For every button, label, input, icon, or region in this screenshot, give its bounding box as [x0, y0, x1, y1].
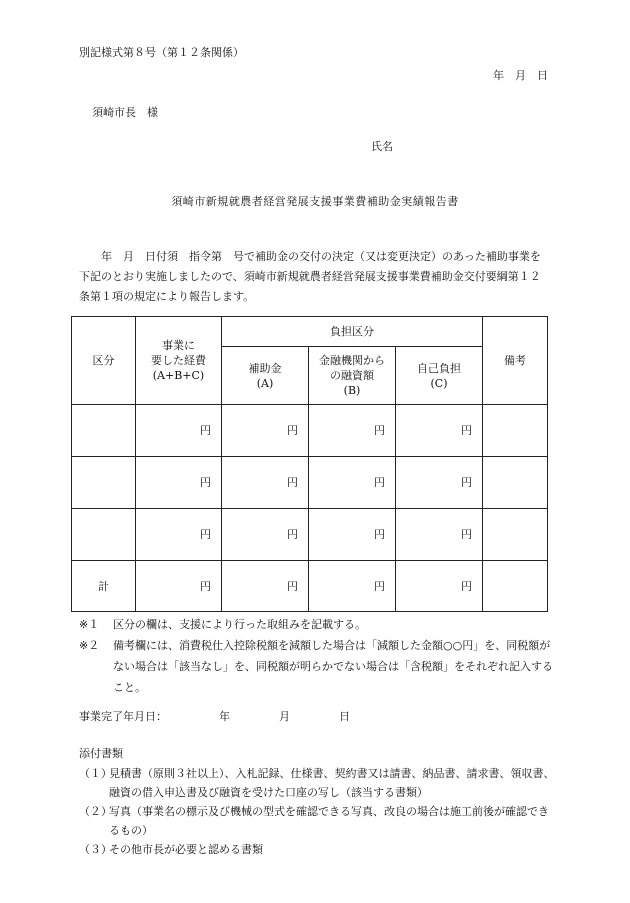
attachment-num: （２） [79, 805, 112, 818]
cost-yen: 円 [136, 457, 222, 509]
note-item [79, 614, 559, 635]
kubun-cell [72, 405, 136, 457]
self-yen: 円 [396, 509, 483, 561]
kubun-cell [72, 457, 136, 509]
remarks-cell [483, 457, 548, 509]
loan-yen: 円 [309, 457, 396, 509]
header-loan [309, 347, 396, 405]
header-cost-line2: 要した経費 [151, 354, 206, 367]
subsidy-yen: 円 [222, 509, 309, 561]
header-subsidy-line1: 補助金 [248, 361, 282, 375]
header-cost-line1: 事業に [162, 339, 195, 352]
loan-yen: 円 [309, 405, 396, 457]
body-text: 年 月 日付須 指令第 号で補助金の交付の決定（又は変更決定）のあった補助事業を下記のとおり実施しましたので、須崎市新規就農者経営発展支援事業費補助金交付要綱第１２条第１項の規定により報告します。 [79, 250, 541, 303]
addressee: 須崎市長 様 [92, 106, 158, 119]
remarks-cell [483, 561, 548, 612]
header-self-line2: (C) [430, 376, 448, 390]
attachments-list [79, 764, 559, 859]
document-title: 須崎市新規就農者経営発展支援事業費補助金実績報告書 [171, 195, 459, 208]
header-loan-line2: の融資額 [330, 369, 374, 382]
header-loan-line1: 金融機関から [319, 354, 385, 367]
completion-label: 事業完了年月日： [79, 710, 167, 723]
header-subsidy [222, 347, 309, 405]
attachment-text: 写真（事業名の標示及び機械の型式を確認できる写真、改良の場合は施工前後が確認できるもの） [109, 805, 549, 837]
subsidy-yen: 円 [222, 457, 309, 509]
attachment-num: （３） [79, 843, 112, 856]
remarks-cell [483, 405, 548, 457]
self-yen: 円 [396, 405, 483, 457]
loan-yen: 円 [309, 509, 396, 561]
note-mark: ※１ [79, 618, 100, 631]
completion-day: 日 [339, 710, 350, 723]
header-self [396, 347, 483, 405]
table-row [72, 405, 548, 457]
date-line: 年 月 日 [493, 69, 548, 82]
note-text: 備考欄には、消費税仕入控除税額を減額した場合は「減額した金額○○円」を、同税額がない場合は「該当なし」を、同税額が明らかでない場合は「含税額」をそれぞれ記入すること。 [113, 639, 553, 694]
name-label: 氏名 [371, 140, 393, 153]
total-row [72, 561, 548, 612]
report-table [71, 316, 548, 612]
header-cost-line3: (A+B+C) [152, 369, 205, 382]
note-item [79, 635, 559, 698]
total-label: 計 [72, 561, 136, 612]
completion-date [79, 708, 350, 724]
remarks-cell [483, 509, 548, 561]
header-cost [136, 317, 222, 405]
header-self-line1: 自己負担 [417, 361, 461, 375]
self-yen: 円 [396, 561, 483, 612]
table-row [72, 509, 548, 561]
note-text: 区分の欄は、支援により行った取組みを記載する。 [113, 618, 366, 631]
self-yen: 円 [396, 457, 483, 509]
completion-year: 年 [219, 710, 230, 723]
header-subsidy-line2: (A) [256, 376, 274, 390]
notes [79, 614, 559, 698]
completion-month: 月 [279, 710, 290, 723]
note-mark: ※２ [79, 639, 100, 652]
header-remarks: 備考 [483, 317, 548, 405]
subsidy-yen: 円 [222, 405, 309, 457]
subsidy-yen: 円 [222, 561, 309, 612]
list-item [79, 764, 559, 802]
attachments-title: 添付書類 [79, 747, 123, 760]
header-burden: 負担区分 [222, 317, 483, 347]
cost-yen: 円 [136, 509, 222, 561]
header-kubun: 区分 [72, 317, 136, 405]
attachment-text: 見積書（原則３社以上）、入札記録、仕様書、契約書又は請書、納品書、請求書、領収書、融資の借入申込書及び融資を受けた口座の写し（該当する書類） [109, 767, 555, 799]
cost-yen: 円 [136, 405, 222, 457]
body-paragraph [79, 247, 549, 307]
header-loan-line3: (B) [343, 384, 361, 397]
list-item [79, 802, 559, 840]
form-number: 別記様式第８号（第１２条関係） [79, 46, 244, 59]
list-item [79, 840, 559, 859]
attachment-num: （１） [79, 767, 112, 780]
loan-yen: 円 [309, 561, 396, 612]
table-row [72, 457, 548, 509]
attachment-text: その他市長が必要と認める書類 [109, 843, 263, 856]
cost-yen: 円 [136, 561, 222, 612]
kubun-cell [72, 509, 136, 561]
